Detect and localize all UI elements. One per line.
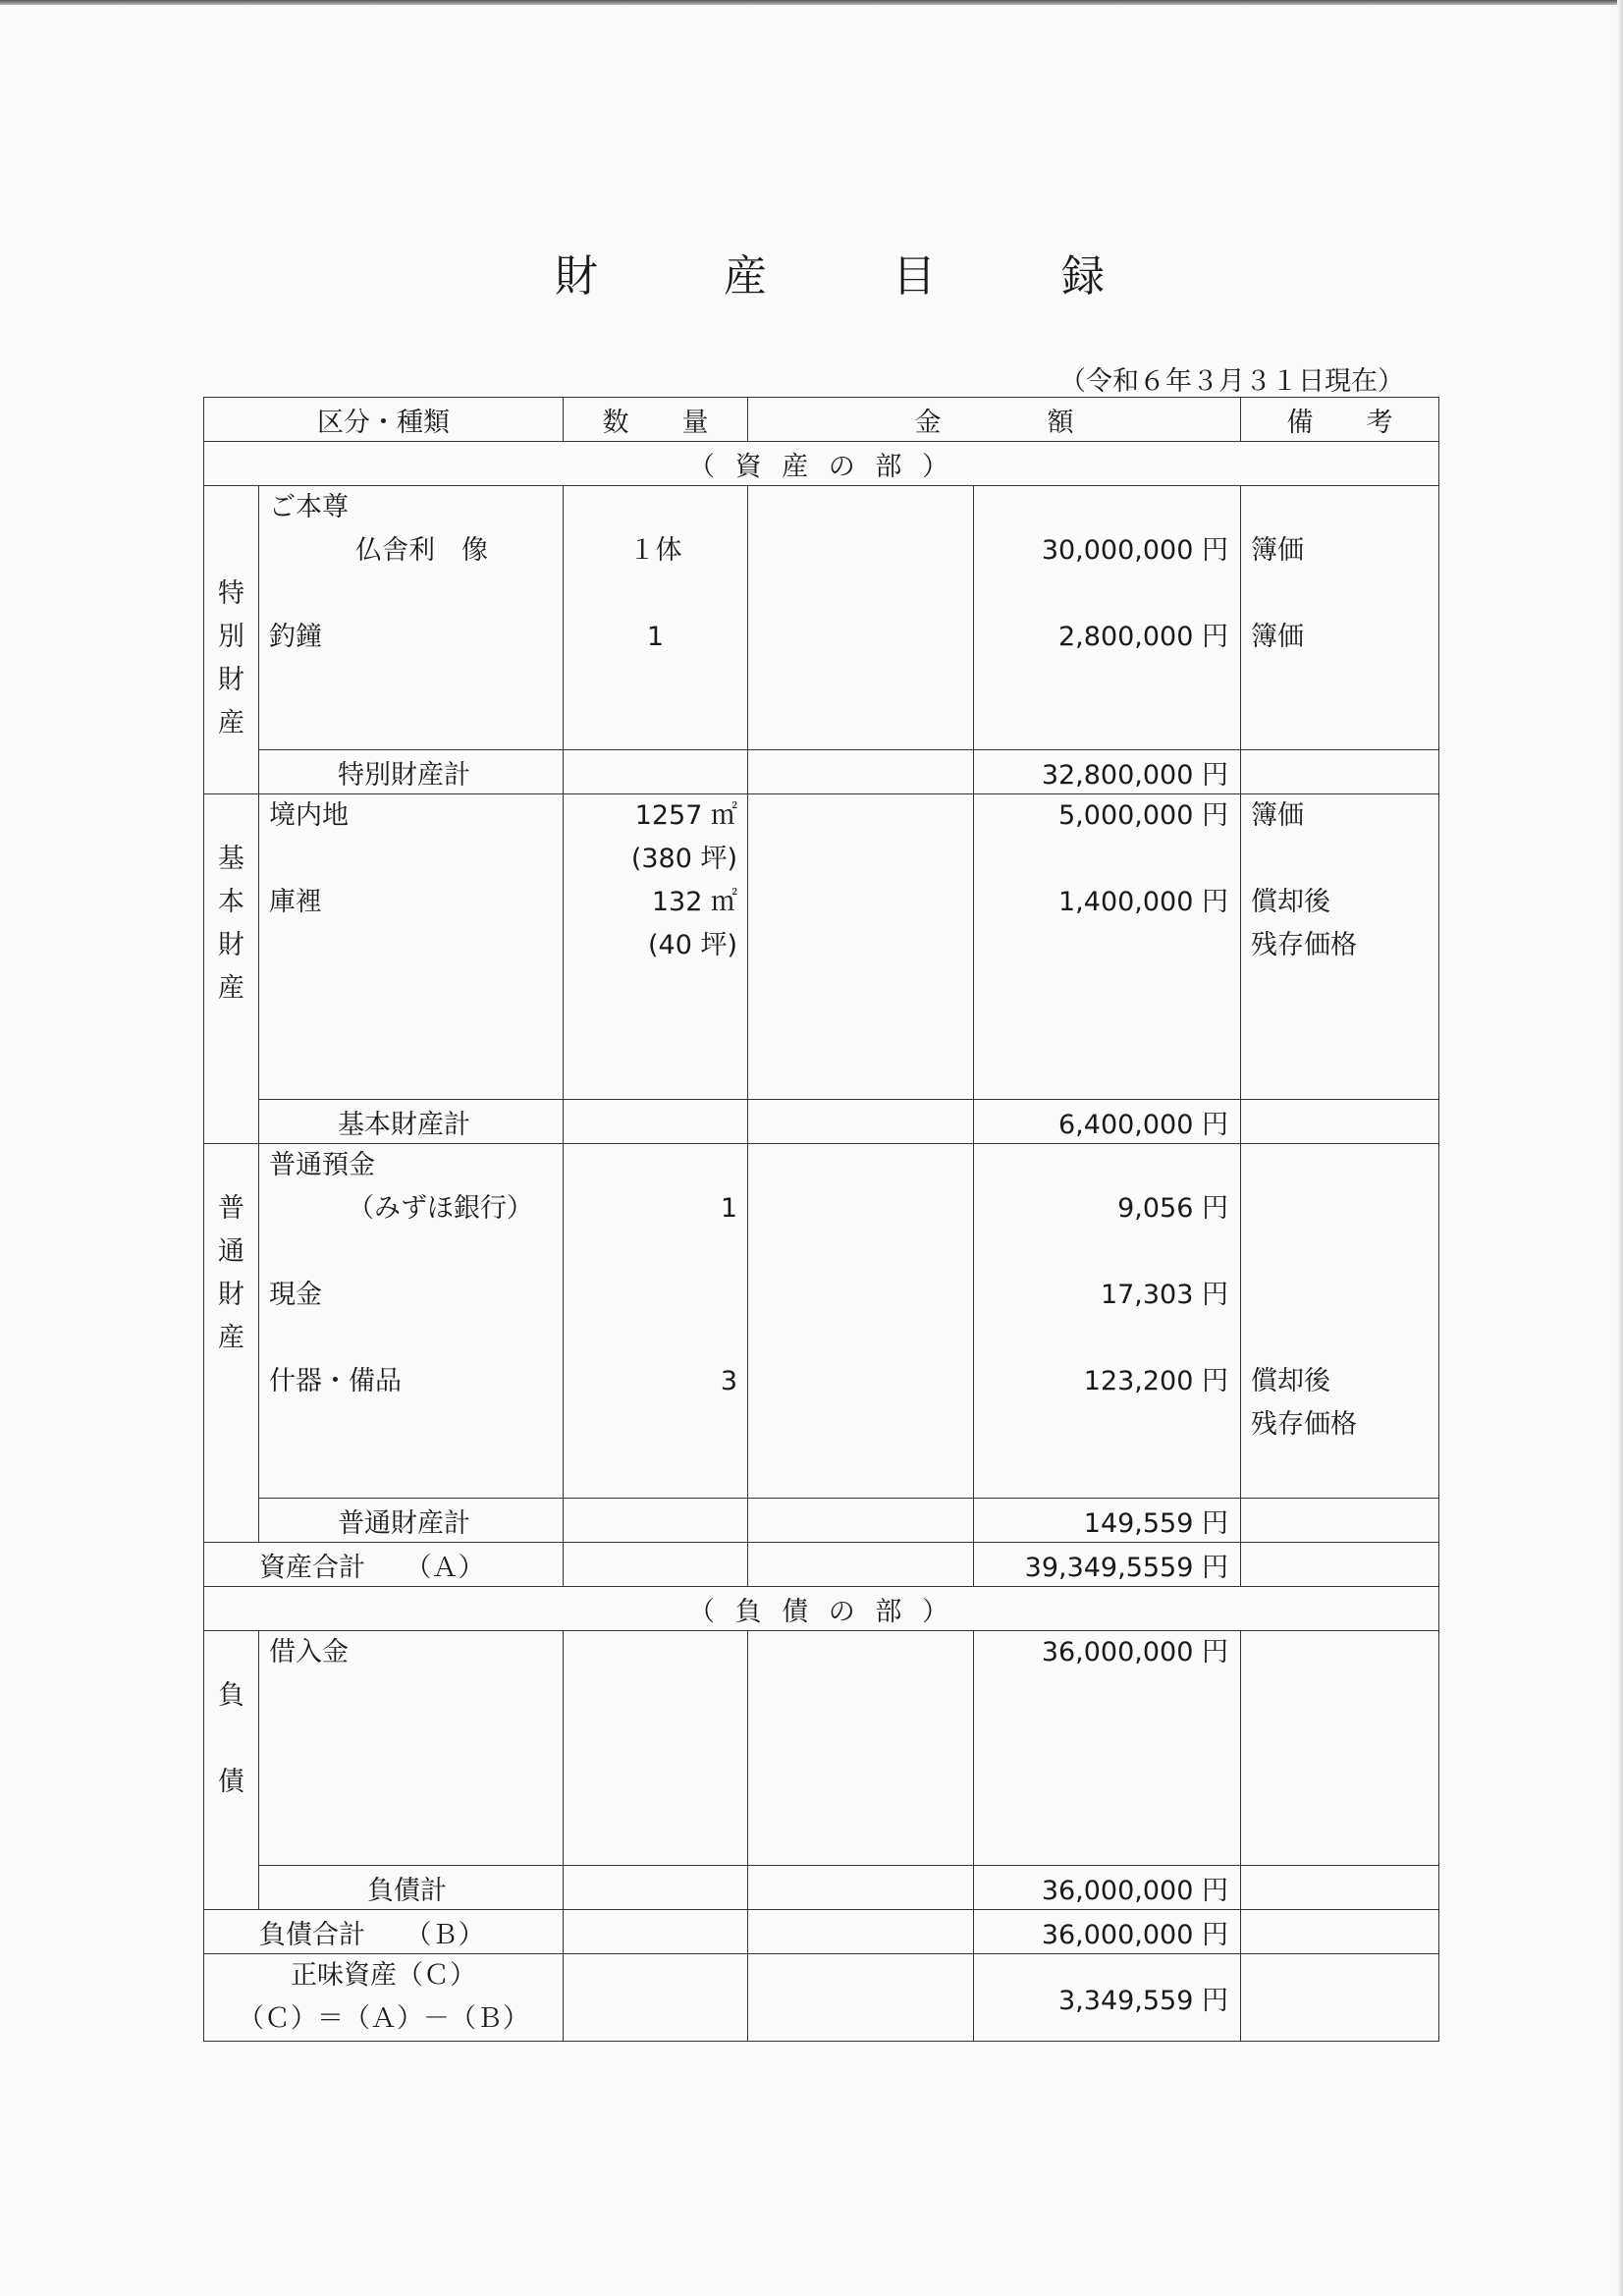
kuri-note-1: 償却後 [1251, 887, 1330, 917]
fixtures-name: 什器・備品 [269, 1366, 402, 1396]
liabilities-subtotal-row [204, 1866, 1439, 1910]
basic-label-char: 基 [218, 844, 244, 874]
liabilities-total-row [204, 1910, 1439, 1954]
special-amount-cell [974, 486, 1241, 750]
busshari-qty: １体 [628, 535, 682, 566]
tsurigane-amount: 2,800,000 円 [1058, 622, 1228, 652]
loan-name: 借入金 [269, 1637, 349, 1667]
net-assets-label: 正味資産（Ｃ） [291, 1960, 476, 1991]
special-label-char: 財 [218, 665, 244, 695]
special-property-body [204, 486, 1439, 750]
tsurigane-name: 釣鐘 [269, 622, 322, 652]
ordinary-subtotal-row [204, 1499, 1439, 1543]
liabilities-label-char: 債 [218, 1767, 244, 1797]
special-property-label [204, 486, 259, 794]
basic-label-char: 財 [218, 930, 244, 960]
liabilities-subtotal-amount: 36,000,000 円 [974, 1866, 1241, 1910]
ordinary-label-char: 普 [218, 1193, 244, 1224]
assets-total-row [204, 1543, 1439, 1587]
net-assets-row [204, 1954, 1439, 2042]
ordinary-subtotal-label: 普通財産計 [259, 1499, 564, 1543]
assets-section-row [204, 442, 1439, 486]
tsurigane-qty: 1 [646, 622, 665, 652]
liabilities-body [204, 1631, 1439, 1866]
header-row [204, 398, 1439, 442]
assets-section-label: （ 資 産 の 部 ） [204, 442, 1439, 486]
document-title [555, 241, 1105, 303]
land-qty-tsubo: (380 坪) [630, 844, 737, 874]
ordinary-amount-cell [974, 1144, 1241, 1499]
header-quantity: 数 量 [564, 398, 748, 442]
special-label-char: 特 [218, 578, 244, 609]
busshari-amount: 30,000,000 円 [1041, 535, 1228, 566]
bank-amount: 9,056 円 [1117, 1193, 1228, 1224]
liabilities-total-amount: 36,000,000 円 [974, 1910, 1241, 1954]
special-label-char: 別 [218, 622, 244, 652]
as-of-date: （令和６年３月３１日現在） [1059, 366, 1404, 397]
ordinary-property-label [204, 1144, 259, 1543]
bank-qty: 1 [720, 1193, 737, 1224]
ordinary-remarks-cell [1241, 1144, 1439, 1499]
ordinary-property-body [204, 1144, 1439, 1499]
ordinary-label-char: 産 [218, 1323, 244, 1353]
ordinary-qty-cell [564, 1144, 748, 1499]
kuri-name: 庫裡 [269, 887, 322, 917]
liabilities-total-label: 負債合計 （Ｂ） [204, 1910, 564, 1954]
title-char-1: 財 [555, 251, 598, 301]
liabilities-section-label: （ 負 債 の 部 ） [204, 1587, 1439, 1631]
fixtures-qty: 3 [720, 1366, 737, 1396]
ordinary-label-char: 財 [218, 1280, 244, 1310]
basic-remarks-cell [1241, 794, 1439, 1100]
assets-total-amount: 39,349,5559 円 [974, 1543, 1241, 1587]
liabilities-label-char: 負 [218, 1680, 244, 1711]
liabilities-amount-cell [974, 1631, 1241, 1866]
header-category: 区分・種類 [204, 398, 564, 442]
basic-property-body [204, 794, 1439, 1100]
cash-amount: 17,303 円 [1100, 1280, 1228, 1310]
ordinary-blank-cell [748, 1144, 974, 1499]
title-char-4: 録 [1061, 251, 1105, 301]
busshari-name: 仏舎利 像 [355, 535, 488, 566]
title-char-3: 目 [893, 251, 936, 301]
fixtures-amount: 123,200 円 [1083, 1366, 1228, 1396]
scan-top-edge [0, 0, 1623, 5]
land-name: 境内地 [269, 800, 349, 831]
basic-amount-cell [974, 794, 1241, 1100]
basic-subtotal-amount: 6,400,000 円 [974, 1100, 1241, 1144]
liabilities-subtotal-label: 負債計 [259, 1866, 564, 1910]
fixtures-note-2: 残存価格 [1251, 1409, 1357, 1440]
header-amount: 金 額 [748, 398, 1241, 442]
ordinary-items-cell [259, 1144, 564, 1499]
basic-subtotal-row [204, 1100, 1439, 1144]
special-label-char: 産 [218, 708, 244, 738]
basic-label-char: 本 [218, 887, 244, 917]
special-remarks-cell [1241, 486, 1439, 750]
title-char-2: 産 [724, 251, 767, 301]
net-assets-label-cell [204, 1954, 564, 2042]
special-subtotal-amount: 32,800,000 円 [974, 750, 1241, 794]
land-note: 簿価 [1251, 800, 1304, 831]
header-remarks: 備 考 [1241, 398, 1439, 442]
kuri-qty: 132 ㎡ [651, 887, 737, 917]
special-subtotal-label: 特別財産計 [259, 750, 564, 794]
fixtures-note-1: 償却後 [1251, 1366, 1330, 1396]
assets-total-label: 資産合計 （Ａ） [204, 1543, 564, 1587]
basic-items-cell [259, 794, 564, 1100]
scan-right-edge [1617, 0, 1623, 2296]
bank-name: （みずほ銀行） [348, 1193, 533, 1224]
liabilities-items-cell [259, 1631, 564, 1866]
asset-inventory-table [203, 397, 1439, 2042]
loan-amount: 36,000,000 円 [1041, 1637, 1228, 1667]
special-blank-cell [748, 486, 974, 750]
net-assets-amount: 3,349,559 円 [974, 1954, 1241, 2042]
basic-blank-cell [748, 794, 974, 1100]
busshari-note: 簿価 [1251, 535, 1304, 566]
kuri-note-2: 残存価格 [1251, 930, 1357, 960]
special-qty-cell [564, 486, 748, 750]
land-qty: 1257 ㎡ [634, 800, 737, 831]
honzon-label: ご本尊 [269, 492, 349, 522]
deposit-label: 普通預金 [269, 1150, 375, 1180]
ordinary-label-char: 通 [218, 1236, 244, 1267]
basic-qty-cell [564, 794, 748, 1100]
tsurigane-note: 簿価 [1251, 622, 1304, 652]
special-subtotal-row [204, 750, 1439, 794]
basic-label-char: 産 [218, 973, 244, 1004]
basic-property-label [204, 794, 259, 1144]
special-items-cell [259, 486, 564, 750]
cash-name: 現金 [269, 1280, 322, 1310]
liabilities-section-row [204, 1587, 1439, 1631]
basic-subtotal-label: 基本財産計 [259, 1100, 564, 1144]
net-assets-formula: （Ｃ）＝（Ａ）－（Ｂ） [238, 2003, 529, 2034]
land-amount: 5,000,000 円 [1058, 800, 1228, 831]
kuri-qty-tsubo: (40 坪) [647, 930, 737, 960]
liabilities-label [204, 1631, 259, 1910]
ordinary-subtotal-amount: 149,559 円 [974, 1499, 1241, 1543]
kuri-amount: 1,400,000 円 [1058, 887, 1228, 917]
